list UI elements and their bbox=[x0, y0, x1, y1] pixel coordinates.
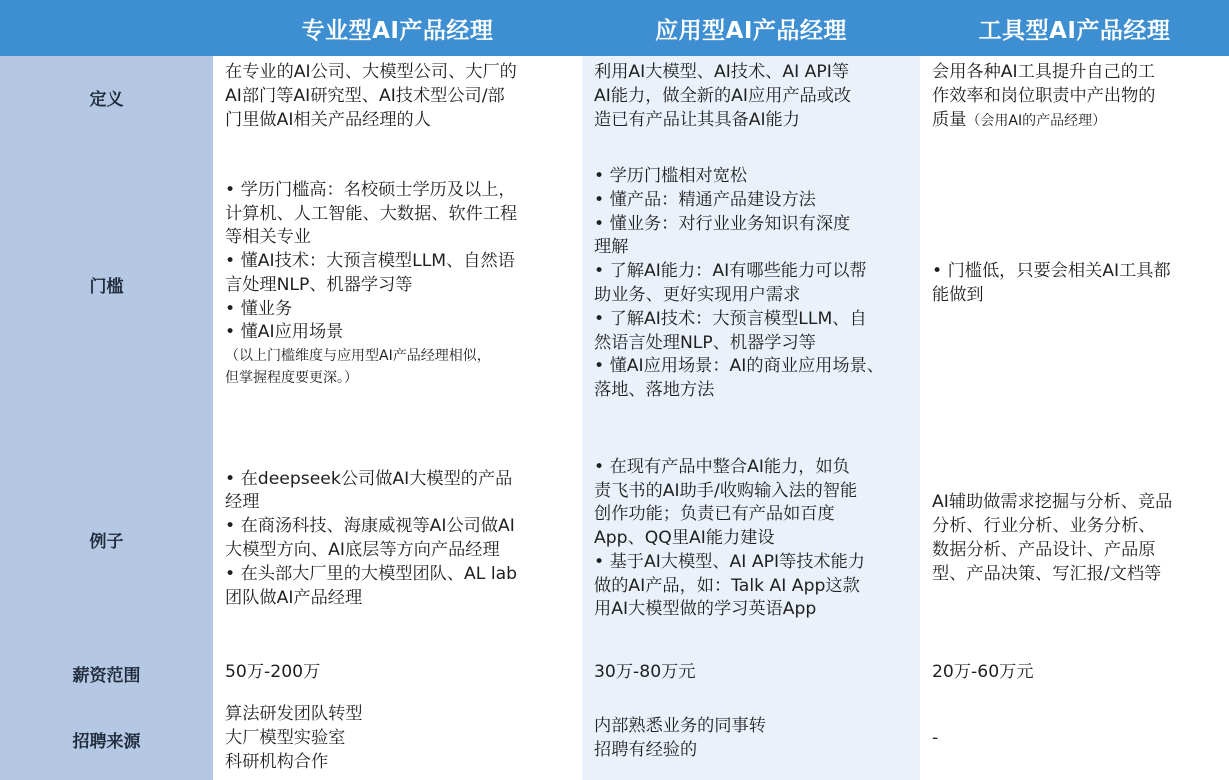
text-line: 计算机、人工智能、大数据、软件工程 bbox=[225, 203, 518, 224]
text-line: 大模型方向、AI底层等方向产品经理 bbox=[225, 540, 500, 560]
text-line: AI辅助做需求挖掘与分析、竞品 bbox=[932, 492, 1173, 513]
text-line: 用AI大模型做的学习英语App bbox=[594, 599, 817, 620]
text-line: • 在商汤科技、海康威视等AI公司做AI bbox=[225, 516, 515, 537]
text-line: • 懂AI技术：大预言模型LLM、自然语 bbox=[225, 251, 515, 272]
text-line: 做的AI产品，如：Talk AI App这款 bbox=[594, 575, 860, 596]
text-line: 算法研发团队转型 bbox=[225, 704, 363, 725]
examples-specialist bbox=[213, 430, 582, 648]
text-line: 言处理NLP、机器学习等 bbox=[225, 274, 413, 295]
text-line: • 懂业务：对行业业务知识有深度 bbox=[594, 213, 851, 234]
text-line: App、QQ里AI能力建设 bbox=[594, 528, 775, 549]
text-line: • 学历门槛高：名校硕士学历及以上， bbox=[225, 179, 516, 200]
definition-tool bbox=[920, 56, 1229, 138]
text-line: 科研机构合作 bbox=[225, 751, 329, 772]
header-specialist-ai-pm: 专业型AI产品经理 bbox=[213, 0, 582, 56]
salary-specialist bbox=[213, 648, 582, 698]
text-line: AI能力，做全新的AI应用产品或改 bbox=[594, 86, 852, 107]
text-line: • 学历门槛相对宽松 bbox=[594, 166, 748, 187]
text-line: 落地、落地方法 bbox=[594, 380, 715, 401]
text-line: 分析、行业分析、业务分析、 bbox=[932, 516, 1156, 537]
text-line: 作效率和岗位职责中产出物的 bbox=[932, 86, 1156, 107]
text-line: 团队做AI产品经理 bbox=[225, 587, 363, 608]
row-label-definition: 定义 bbox=[0, 56, 213, 138]
salary-tool bbox=[920, 648, 1229, 698]
text-line: • 基于AI大模型、AI API等技术能力 bbox=[594, 551, 865, 572]
source-application bbox=[582, 698, 920, 780]
text-line: AI部门等AI研究型、AI技术型公司/部 bbox=[225, 86, 505, 107]
text-line: 责飞书的AI助手/收购输入法的智能 bbox=[594, 480, 858, 501]
definition-tool-note: （会用AI的产品经理） bbox=[966, 112, 1107, 129]
text-fragment: 质量 bbox=[932, 109, 967, 130]
row-label-threshold: 门槛 bbox=[0, 138, 213, 430]
text-line: 30万-80万元 bbox=[594, 662, 696, 683]
text-line: 造已有产品让其具备AI能力 bbox=[594, 109, 800, 130]
text-line: 经理 bbox=[225, 492, 260, 513]
text-line: • 在deepseek公司做AI大模型的产品 bbox=[225, 468, 513, 489]
examples-tool bbox=[920, 430, 1229, 648]
text-line: 能做到 bbox=[932, 285, 984, 305]
text-line: 内部熟悉业务的同事转 bbox=[594, 716, 766, 737]
header-blank bbox=[0, 0, 213, 56]
row-label-salary: 薪资范围 bbox=[0, 648, 213, 698]
threshold-application bbox=[582, 138, 920, 430]
text-line: 助业务、更好实现用户需求 bbox=[594, 285, 801, 305]
text-line: • 懂产品：精通产品建设方法 bbox=[594, 189, 816, 210]
text-line: 20万-60万元 bbox=[932, 662, 1034, 683]
text-line: 数据分析、产品设计、产品原 bbox=[932, 540, 1156, 560]
header-tool-ai-pm: 工具型AI产品经理 bbox=[920, 0, 1229, 56]
text-line: • 门槛低，只要会相关AI工具都 bbox=[932, 261, 1171, 282]
text-line: 然语言处理NLP、机器学习等 bbox=[594, 332, 816, 353]
text-line: • 了解AI能力：AI有哪些能力可以帮 bbox=[594, 261, 867, 282]
threshold-note: （以上门槛维度与应用型AI产品经理相似， bbox=[225, 348, 491, 365]
source-tool bbox=[920, 698, 1229, 780]
text-line: • 了解AI技术：大预言模型LLM、自 bbox=[594, 308, 867, 329]
text-line bbox=[932, 109, 1217, 133]
text-line: • 懂AI应用场景：AI的商业应用场景、 bbox=[594, 356, 884, 377]
text-line: 会用各种AI工具提升自己的工 bbox=[932, 62, 1156, 83]
source-specialist bbox=[213, 698, 582, 780]
text-line: 创作功能；负责已有产品如百度 bbox=[594, 504, 835, 525]
examples-application bbox=[582, 430, 920, 648]
text-line: 50万-200万 bbox=[225, 662, 321, 683]
text-line: 门里做AI相关产品经理的人 bbox=[225, 109, 431, 130]
threshold-specialist bbox=[213, 138, 582, 430]
text-line: 利用AI大模型、AI技术、AI API等 bbox=[594, 62, 850, 83]
text-line: • 在现有产品中整合AI能力，如负 bbox=[594, 456, 850, 477]
salary-application bbox=[582, 648, 920, 698]
text-line: 理解 bbox=[594, 237, 629, 258]
row-label-examples: 例子 bbox=[0, 430, 213, 648]
definition-application bbox=[582, 56, 920, 138]
text-line: • 懂业务 bbox=[225, 298, 293, 319]
text-line: 型、产品决策、写汇报/文档等 bbox=[932, 563, 1162, 584]
text-line: • 懂AI应用场景 bbox=[225, 322, 344, 343]
row-label-source: 招聘来源 bbox=[0, 698, 213, 780]
text-line: 等相关专业 bbox=[225, 227, 311, 248]
header-application-ai-pm: 应用型AI产品经理 bbox=[582, 0, 920, 56]
text-line: 招聘有经验的 bbox=[594, 740, 698, 760]
text-line: 在专业的AI公司、大模型公司、大厂的 bbox=[225, 62, 517, 83]
threshold-tool bbox=[920, 138, 1229, 430]
text-line: 大厂模型实验室 bbox=[225, 728, 346, 749]
text-line: • 在头部大厂里的大模型团队、AL lab bbox=[225, 563, 518, 584]
threshold-note: 但掌握程度要更深。） bbox=[225, 370, 358, 387]
definition-specialist bbox=[213, 56, 582, 138]
text-line: - bbox=[932, 728, 939, 749]
